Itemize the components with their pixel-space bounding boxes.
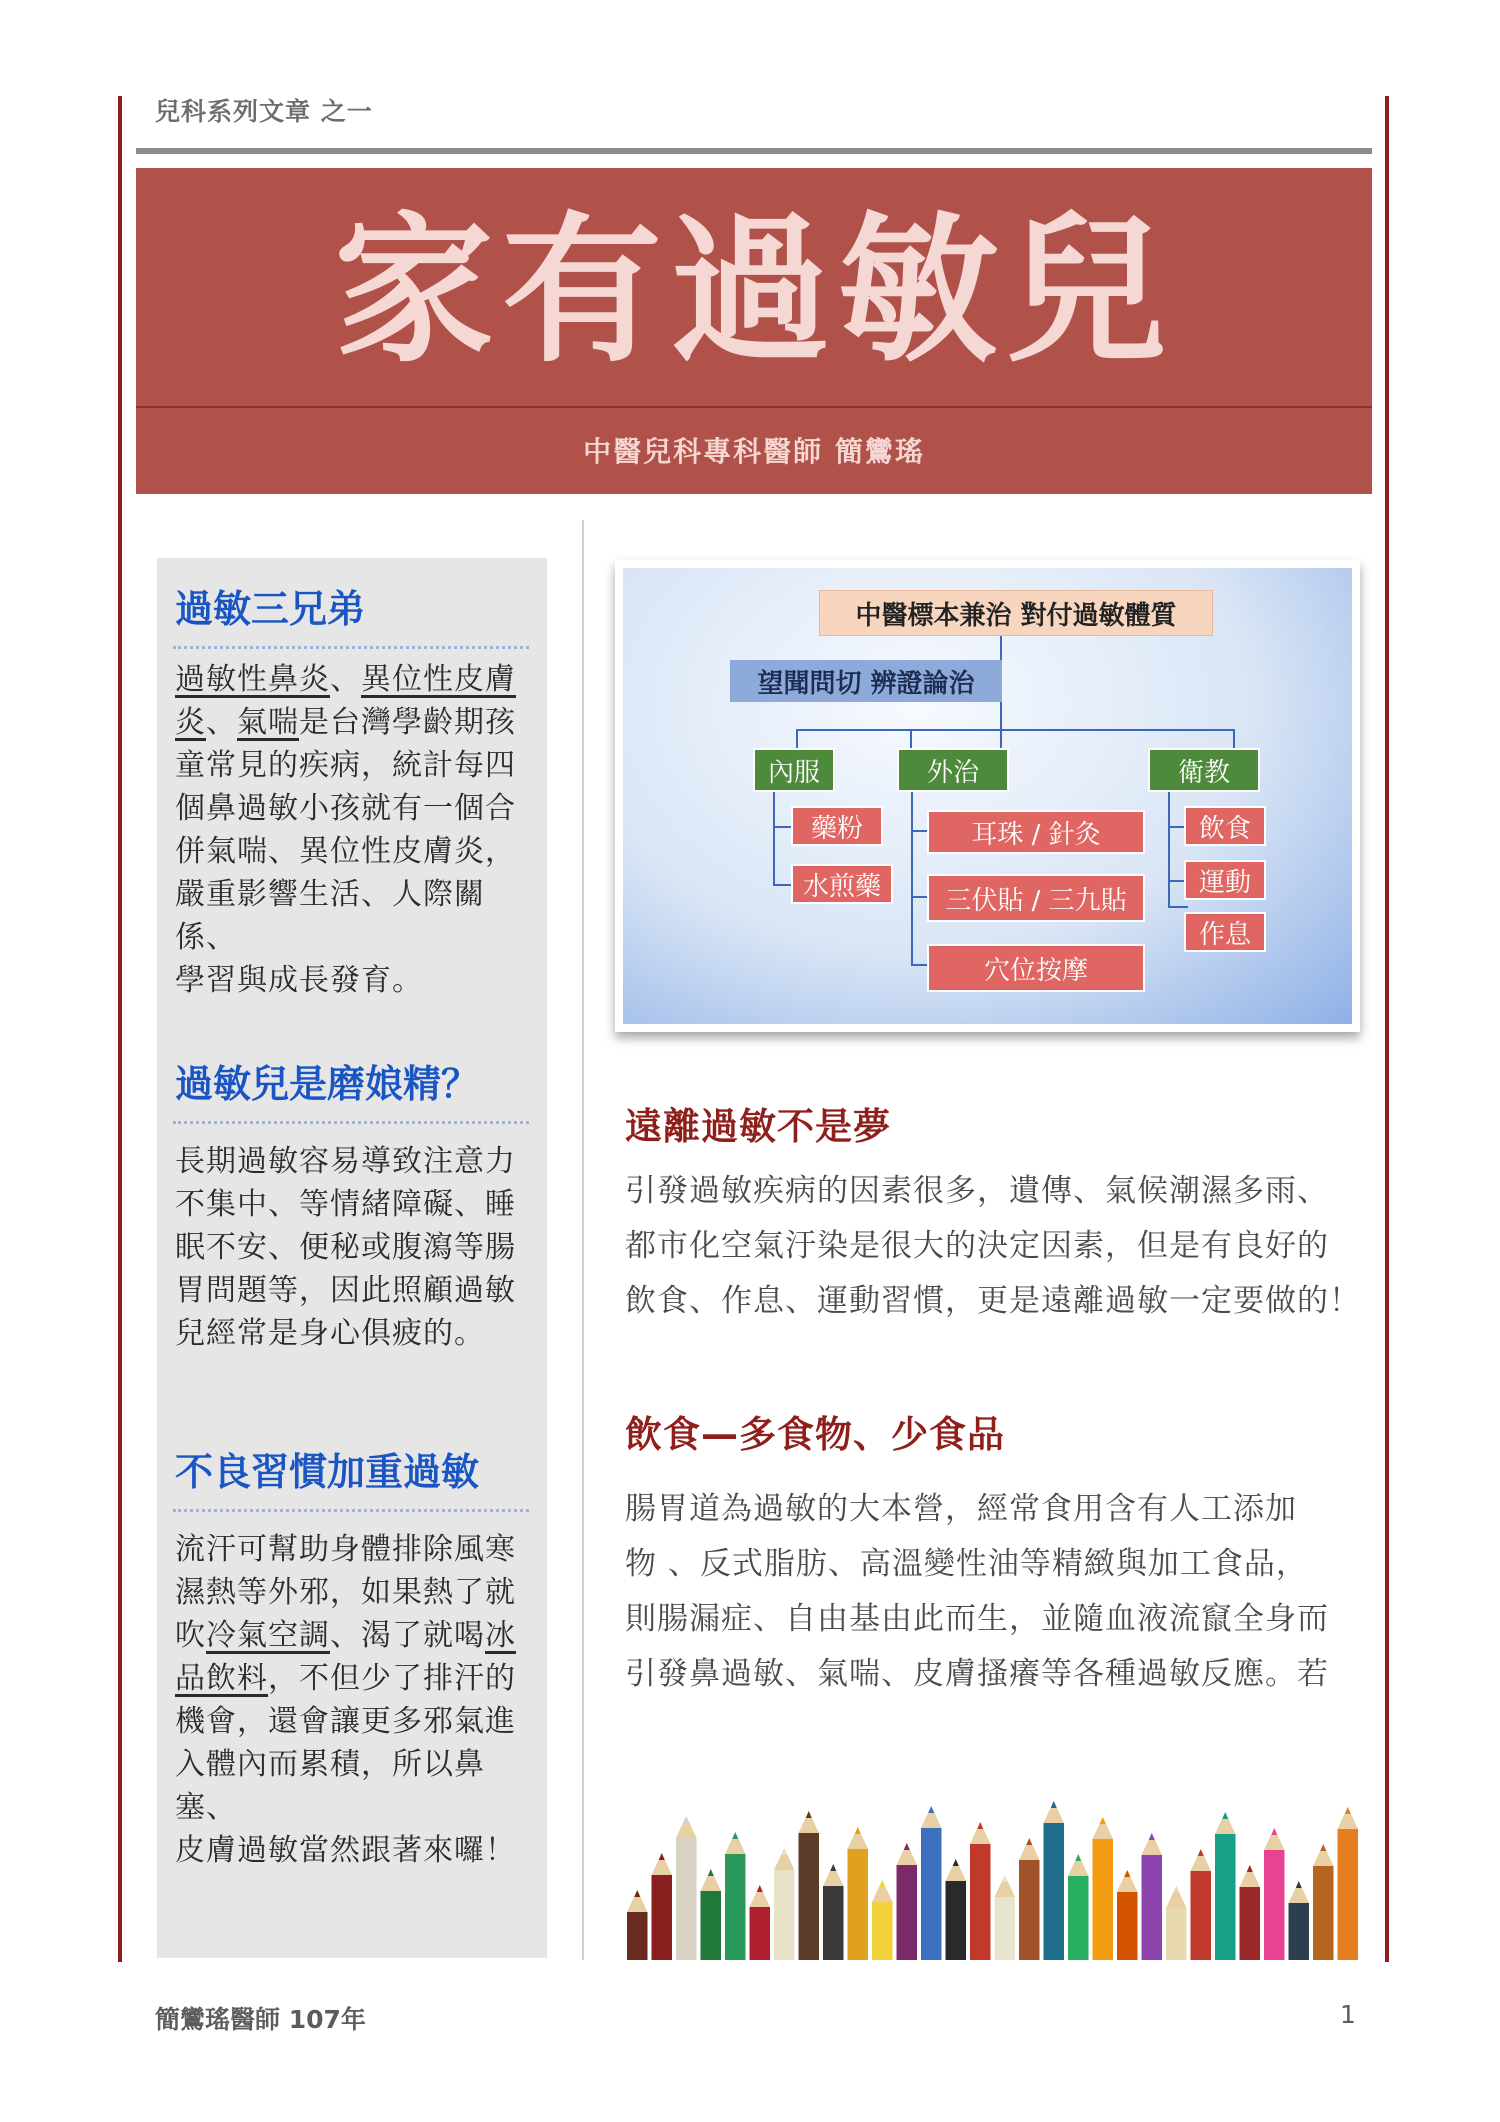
pencil	[1019, 1838, 1040, 1960]
author-line: 中醫兒科專科醫師 簡鸞瑤	[583, 435, 925, 468]
text-line: 皮膚過敏當然跟著來囉！	[175, 1833, 516, 1868]
title-banner	[136, 168, 1372, 494]
text-line: 併氣喘、異位性皮膚炎，	[175, 834, 516, 869]
pencil	[652, 1853, 673, 1960]
pencil	[872, 1880, 893, 1960]
treatment-diagram	[615, 560, 1360, 1032]
text-line: 眠不安、便秘或腹瀉等腸	[175, 1230, 516, 1265]
pencil	[1142, 1833, 1163, 1960]
text-line: 不集中、等情緒障礙、睡	[175, 1187, 516, 1222]
header-rule	[136, 148, 1372, 154]
pencil	[1313, 1844, 1334, 1960]
dotted-divider	[173, 1509, 529, 1512]
pencil	[1264, 1828, 1285, 1960]
education-item-node: 作息	[1184, 912, 1266, 952]
text-line: 長期過敏容易導致注意力	[175, 1144, 516, 1179]
connector-line	[911, 766, 913, 966]
education-item-node: 飲食	[1184, 806, 1266, 846]
pencil	[750, 1885, 771, 1960]
pencil	[1117, 1870, 1138, 1960]
branch-internal-node: 內服	[753, 748, 835, 792]
text-line: 個鼻過敏小孩就有一個合	[175, 791, 516, 826]
article-paragraph	[625, 1482, 1365, 1702]
underlined-term: 冷氣空調	[206, 1618, 330, 1653]
pencil	[921, 1806, 942, 1960]
text-line	[175, 658, 535, 701]
sidebar-paragraph	[175, 1528, 535, 1872]
education-item-node: 運動	[1184, 860, 1266, 900]
text-line: 物 、反式脂肪、高溫變性油等精緻與加工食品，	[625, 1546, 1308, 1582]
text-line: 則腸漏症、自由基由此而生，並隨血液流竄全身而	[625, 1601, 1329, 1637]
page-number: 1	[1340, 2000, 1356, 2029]
pencil	[1093, 1817, 1114, 1960]
text-line: 胃問題等，因此照顧過敏	[175, 1273, 516, 1308]
text-line: 濕熱等外邪，如果熱了就	[175, 1575, 516, 1610]
text-line: 機會，還會讓更多邪氣進	[175, 1704, 516, 1739]
section-heading: 遠離過敏不是夢	[625, 1105, 891, 1148]
underlined-term: 異位性皮膚	[361, 662, 516, 697]
connector-line	[1168, 906, 1188, 908]
text-span: 是台灣學齡期孩	[299, 705, 516, 740]
sidebar-heading: 不良習慣加重過敏	[175, 1450, 480, 1494]
text-line: 童常見的疾病，統計每四	[175, 748, 516, 783]
external-item-node: 耳珠 / 針灸	[927, 810, 1145, 854]
connector-line	[796, 729, 1234, 731]
pencil	[1068, 1854, 1089, 1960]
external-item-node: 三伏貼 / 三九貼	[927, 874, 1145, 922]
pencil	[823, 1864, 844, 1960]
text-span: 、	[206, 705, 237, 740]
footer-author: 簡鸞瑤醫師 107年	[155, 2005, 366, 2034]
text-line: 兒經常是身心俱疲的。	[175, 1316, 485, 1351]
pencil	[970, 1822, 991, 1960]
text-line	[175, 701, 535, 744]
sidebar-paragraph	[175, 1140, 535, 1355]
pencil	[1240, 1865, 1261, 1960]
connector-line	[910, 729, 912, 749]
pencil	[995, 1875, 1016, 1960]
underlined-term: 冰	[485, 1618, 516, 1653]
sidebar-heading: 過敏兒是磨娘精？	[175, 1062, 480, 1106]
connector-line	[1233, 729, 1235, 749]
pencil	[1191, 1849, 1212, 1960]
dotted-divider	[173, 1121, 529, 1124]
dotted-divider	[173, 646, 529, 649]
pencil	[725, 1832, 746, 1960]
text-line: 學習與成長發育。	[175, 963, 423, 998]
internal-item-node: 水煎藥	[791, 864, 893, 904]
diagram-root-node: 中醫標本兼治 對付過敏體質	[819, 590, 1213, 636]
diagram-canvas	[623, 568, 1352, 1024]
pencil	[1338, 1807, 1359, 1960]
text-line	[175, 1657, 535, 1700]
page-title: 家有過敏兒	[333, 197, 1174, 384]
pencil	[1215, 1812, 1236, 1960]
series-label: 兒科系列文章 之一	[155, 97, 373, 126]
underlined-term: 氣喘	[237, 705, 299, 740]
pencil	[799, 1811, 820, 1960]
banner-divider	[136, 406, 1372, 408]
pencil	[701, 1869, 722, 1960]
pencil	[848, 1827, 869, 1960]
pencil	[1289, 1881, 1310, 1960]
text-line: 引發過敏疾病的因素很多，遺傳、氣候潮濕多雨、	[625, 1173, 1329, 1209]
text-line: 腸胃道為過敏的大本營，經常食用含有人工添加	[625, 1491, 1297, 1527]
diagram-method-node: 望聞問切 辨證論治	[730, 660, 1002, 702]
text-line: 引發鼻過敏、氣喘、皮膚搔癢等各種過敏反應。若	[625, 1656, 1329, 1692]
sidebar-heading: 過敏三兄弟	[175, 587, 366, 631]
page-border-right	[1385, 96, 1389, 1962]
pencil	[946, 1859, 967, 1960]
underlined-term: 炎	[175, 705, 206, 740]
text-span: 、	[330, 662, 361, 697]
pencil	[1044, 1801, 1065, 1960]
sidebar	[157, 558, 547, 1958]
underlined-term: 品飲料	[175, 1661, 268, 1696]
text-line	[175, 1614, 535, 1657]
external-item-node: 穴位按摩	[927, 944, 1145, 992]
text-line: 飲食、作息、運動習慣，更是遠離過敏一定要做的！	[625, 1283, 1361, 1319]
text-span: ，不但少了排汗的	[268, 1661, 516, 1696]
sidebar-paragraph	[175, 658, 535, 1002]
page-border-left	[118, 96, 122, 1962]
text-line: 流汗可幫助身體排除風寒	[175, 1532, 516, 1567]
text-line: 嚴重影響生活、人際關係、	[175, 877, 485, 955]
pencil	[627, 1890, 648, 1960]
article-paragraph	[625, 1164, 1365, 1329]
text-span: 、渴了就喝	[330, 1618, 485, 1653]
text-line: 入體內而累積，所以鼻塞、	[175, 1747, 485, 1825]
branch-education-node: 衛教	[1148, 748, 1260, 792]
connector-line	[796, 729, 798, 749]
pencil	[676, 1816, 697, 1960]
internal-item-node: 藥粉	[791, 806, 883, 846]
text-span: 吹	[175, 1618, 206, 1653]
pencil	[897, 1843, 918, 1960]
colored-pencils-illustration	[625, 1780, 1360, 1960]
text-line: 都市化空氣汙染是很大的決定因素，但是有良好的	[625, 1228, 1329, 1264]
section-heading: 飲食—多食物、少食品	[625, 1413, 1005, 1456]
column-divider	[582, 520, 584, 1960]
branch-external-node: 外治	[897, 748, 1009, 792]
pencil	[774, 1848, 795, 1960]
pencil	[1166, 1886, 1187, 1960]
underlined-term: 過敏性鼻炎	[175, 662, 330, 697]
